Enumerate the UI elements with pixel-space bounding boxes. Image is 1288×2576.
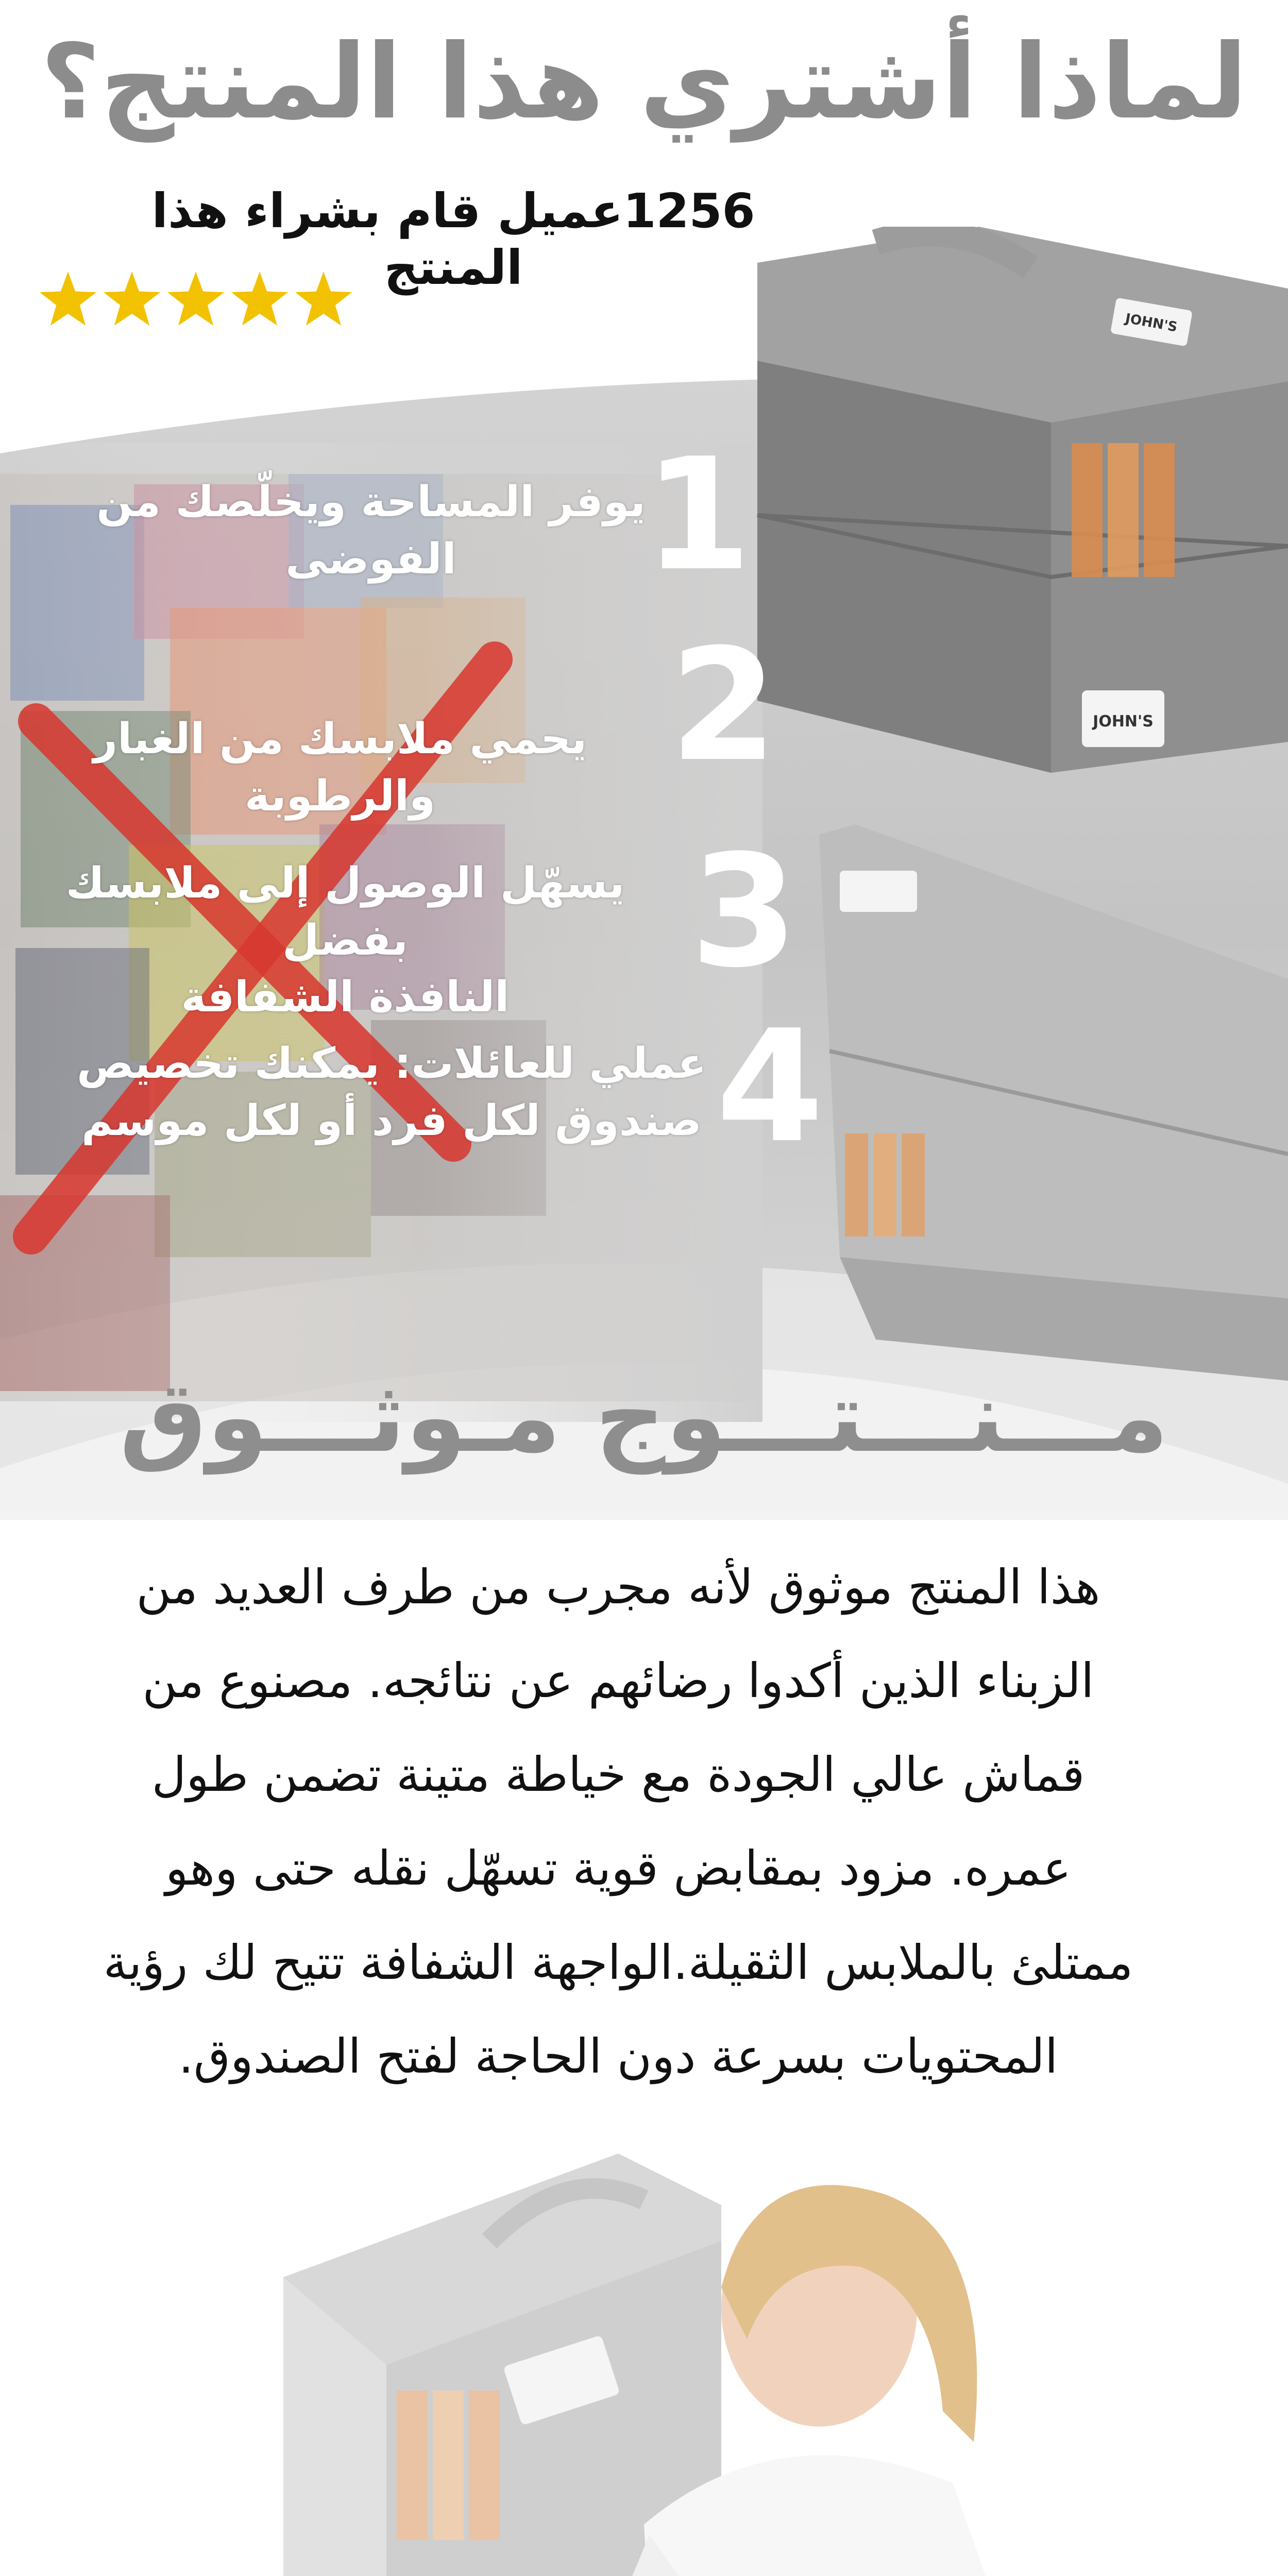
paragraph-line-3: قماش عالي الجودة مع خياطة متينة تضمن طول [151, 1747, 1085, 1803]
benefit-3-line2: النافذة الشفافة [181, 973, 510, 1022]
trusted-product-title: مـــنـــتـــوج مـوثـــوق [119, 1360, 1169, 1474]
star-icon [167, 272, 224, 326]
benefit-1-line2: الفوضى [285, 534, 456, 584]
rating-stars [36, 268, 355, 335]
storage-box-light [819, 824, 1288, 1401]
benefit-text-4 [72, 1036, 711, 1149]
page-title: لماذا أشتري هذا المنتج؟ [40, 22, 1248, 142]
benefit-3-line1: يسهّل الوصول إلى ملابسك بفضل [65, 859, 625, 965]
benefit-number-1: 1 [644, 425, 752, 605]
box-label-front: JOHN'S [1093, 713, 1154, 731]
benefit-text-1 [93, 474, 649, 588]
benefit-number-4: 4 [716, 997, 824, 1177]
star-icon [295, 272, 352, 326]
paragraph-line-4: عمره. مزود بمقابض قوية تسهّل نقله حتى وهو [165, 1841, 1072, 1896]
benefit-text-2 [0, 711, 680, 825]
trusted-paragraph [31, 1540, 1206, 2104]
benefit-4-line2: صندوق لكل فرد أو لكل موسم [81, 1096, 702, 1145]
benefit-4-line1: عملي للعائلات: يمكنك تخصيص [77, 1039, 706, 1088]
star-icon [104, 272, 160, 326]
storage-box-dark [742, 227, 1288, 896]
box-label-top: JOHN'S [1124, 311, 1179, 335]
benefit-1-line1: يوفر المساحة ويخلّصك من [96, 478, 646, 527]
benefit-2-line1: يحمي ملابسك من الغبار والرطوبة [93, 715, 587, 821]
paragraph-line-1: هذا المنتج موثوق لأنه مجرب من طرف العديد من [136, 1560, 1100, 1615]
star-icon [231, 272, 288, 326]
star-icon [40, 272, 96, 326]
customers-count-text: 1256عميل قام بشراء هذا المنتج [151, 183, 755, 296]
paragraph-line-5: ممتلئ بالملابس الثقيلة.الواجهة الشفافة تتيح لك رؤية [103, 1935, 1133, 1990]
benefit-number-2: 2 [670, 616, 777, 795]
benefit-number-3: 3 [690, 822, 798, 1002]
benefit-text-3 [10, 855, 680, 1026]
paragraph-line-6: المحتويات بسرعة دون الحاجة لفتح الصندوق. [178, 2028, 1058, 2084]
woman-with-storage-box-image [129, 2123, 1288, 2576]
paragraph-line-2: الزبناء الذين أكدوا رضائهم عن نتائجه. مصنوع من [142, 1653, 1094, 1709]
